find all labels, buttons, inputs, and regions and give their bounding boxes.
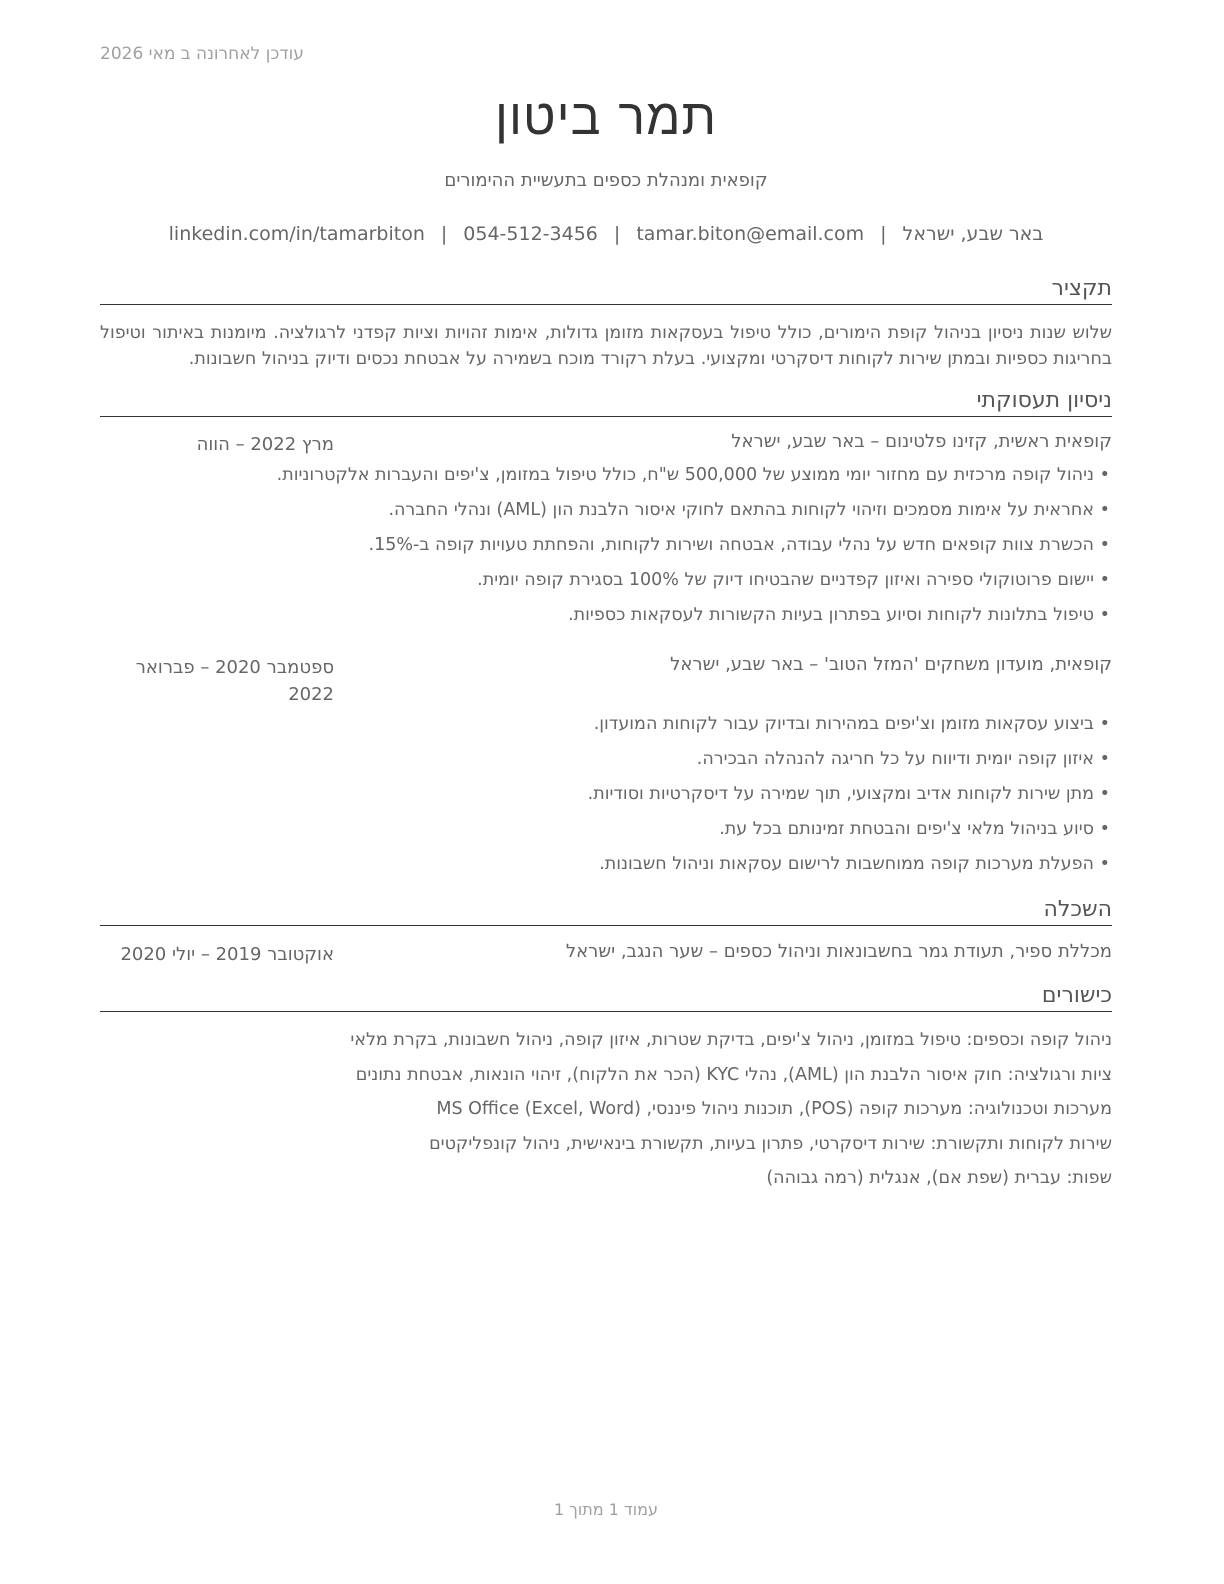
bullet-text: הכשרת צוות קופאים חדש על נהלי עבודה, אבטחה ושירות לקוחות, והפחתת טעויות קופה ב-15%. — [368, 535, 1094, 555]
candidate-title: קופאית ומנהלת כספים בתעשיית ההימורים — [444, 170, 768, 191]
resume-page — [100, 0, 1112, 1584]
skill-line: ציות ורגולציה: חוק איסור הלבנת הון (AML), נהלי KYC (הכר את הלקוח), זיהוי הונאות, אבטחת נתונים — [355, 1064, 1112, 1085]
education-degree: מכללת ספיר, תעודת גמר בחשבונאות וניהול כספים – שער הנגב, ישראל — [565, 941, 1112, 962]
bullet-dot-icon: • — [1099, 500, 1110, 520]
job-header — [100, 654, 1112, 705]
bullet-dot-icon: • — [1099, 714, 1110, 734]
bullet-text: מתן שירות לקוחות אדיב ומקצועי, תוך שמירה על דיסקרטיות וסודיות. — [587, 784, 1094, 804]
bullet-dot-icon: • — [1099, 465, 1110, 485]
candidate-name: תמר ביטון — [494, 88, 717, 146]
bullet-text: אחראית על אימות מסמכים וזיהוי לקוחות בהתאם לחוקי איסור הלבנת הון (AML) ונהלי החברה. — [388, 500, 1094, 520]
contact-line — [100, 223, 1112, 245]
contact-location: באר שבע, ישראל — [902, 223, 1044, 245]
job-header — [100, 431, 1112, 459]
job-dates: ספטמבר 2020 – פברואר 2022 — [135, 657, 334, 705]
list-item — [100, 817, 1112, 852]
bullet-text: איזון קופה יומית ודיווח על כל חריגה להנהלה הבכירה. — [696, 749, 1094, 769]
bullet-dot-icon: • — [1099, 570, 1110, 590]
bullet-dot-icon: • — [1099, 605, 1110, 625]
education-dates: אוקטובר 2019 – יולי 2020 — [120, 944, 334, 965]
list-item — [100, 852, 1112, 887]
bullet-dot-icon: • — [1099, 535, 1110, 555]
last-updated-note: עודכן לאחרונה ב מאי 2026 — [100, 44, 304, 64]
list-item — [100, 463, 1112, 498]
bullet-text: ביצוע עסקאות מזומן וצ'יפים במהירות ובדיוק עבור לקוחות המועדון. — [593, 714, 1094, 734]
bullet-text: ניהול קופה מרכזית עם מחזור יומי ממוצע של 500,000 ש"ח, כולל טיפול במזומן, צ'יפים והעברות אלקטרוניות. — [276, 465, 1094, 485]
bullet-text: הפעלת מערכות קופה ממוחשבות לרישום עסקאות וניהול חשבונות. — [599, 854, 1094, 874]
bullet-dot-icon: • — [1099, 784, 1110, 804]
education-item — [100, 941, 1112, 969]
section-title-experience: ניסיון תעסוקתי — [100, 388, 1112, 417]
contact-separator: | — [440, 223, 448, 245]
job-dates: מרץ 2022 – הווה — [196, 434, 334, 455]
section-title-education: השכלה — [100, 897, 1112, 926]
bullet-dot-icon: • — [1099, 854, 1110, 874]
bullet-text: יישום פרוטוקולי ספירה ואיזון קפדניים שהבטיחו דיוק של 100% בסגירת קופה יומית. — [477, 570, 1094, 590]
list-item — [100, 712, 1112, 747]
contact-separator: | — [613, 223, 621, 245]
job-role: קופאית, מועדון משחקים 'המזל הטוב' – באר שבע, ישראל — [670, 654, 1112, 675]
skill-line: שפות: עברית (שפת אם), אנגלית (רמה גבוהה) — [766, 1168, 1112, 1188]
bullet-dot-icon: • — [1099, 819, 1110, 839]
contact-email[interactable]: tamar.biton@email.com — [636, 223, 865, 245]
contact-linkedin[interactable]: linkedin.com/in/tamarbiton — [168, 223, 425, 245]
skill-line: מערכות וטכנולוגיה: מערכות קופה (POS), תוכנות ניהול פיננסי, MS Office (Excel, Word) — [436, 1099, 1112, 1119]
job-role: קופאית ראשית, קזינו פלטינום – באר שבע, ישראל — [731, 431, 1112, 452]
skill-line: ניהול קופה וכספים: טיפול במזומן, ניהול צ'יפים, בדיקת שטרות, איזון קופה, ניהול חשבונות, בקרת מלאי — [350, 1030, 1112, 1050]
list-item — [100, 782, 1112, 817]
summary-text: שלוש שנות ניסיון בניהול קופת הימורים, כולל טיפול בעסקאות מזומן גדולות, אימות זהויות וציות קפדני לרגולציה. מיומנות באיתור וטיפול בחריגות כספיות ובמתן שירות לקוחות דיסקרטי ומקצועי. בעלת רקורד מוכח בשמירה על אבטחת נכסים ודיוק בניהול חשבונות. — [100, 323, 1112, 369]
list-item — [100, 568, 1112, 603]
list-item — [100, 533, 1112, 568]
section-title-skills: כישורים — [100, 983, 1112, 1012]
bullet-text: טיפול בתלונות לקוחות וסיוע בפתרון בעיות הקשורות לעסקאות כספיות. — [568, 605, 1094, 625]
job-bullets — [100, 712, 1112, 887]
skill-line: שירות לקוחות ותקשורת: שירות דיסקרטי, פתרון בעיות, תקשורת בינאישית, ניהול קונפליקטים — [429, 1133, 1112, 1154]
section-title-summary: תקציר — [100, 276, 1112, 305]
list-item — [100, 747, 1112, 782]
page-number: עמוד 1 מתוך 1 — [554, 1500, 658, 1519]
bullet-text: סיוע בניהול מלאי צ'יפים והבטחת זמינותם בכל עת. — [719, 819, 1094, 839]
list-item — [100, 603, 1112, 638]
contact-phone[interactable]: 054-512-3456 — [463, 223, 598, 245]
job-bullets — [100, 463, 1112, 638]
bullet-dot-icon: • — [1099, 749, 1110, 769]
list-item — [100, 498, 1112, 533]
skills-list — [100, 1028, 1112, 1201]
contact-separator: | — [880, 223, 887, 245]
